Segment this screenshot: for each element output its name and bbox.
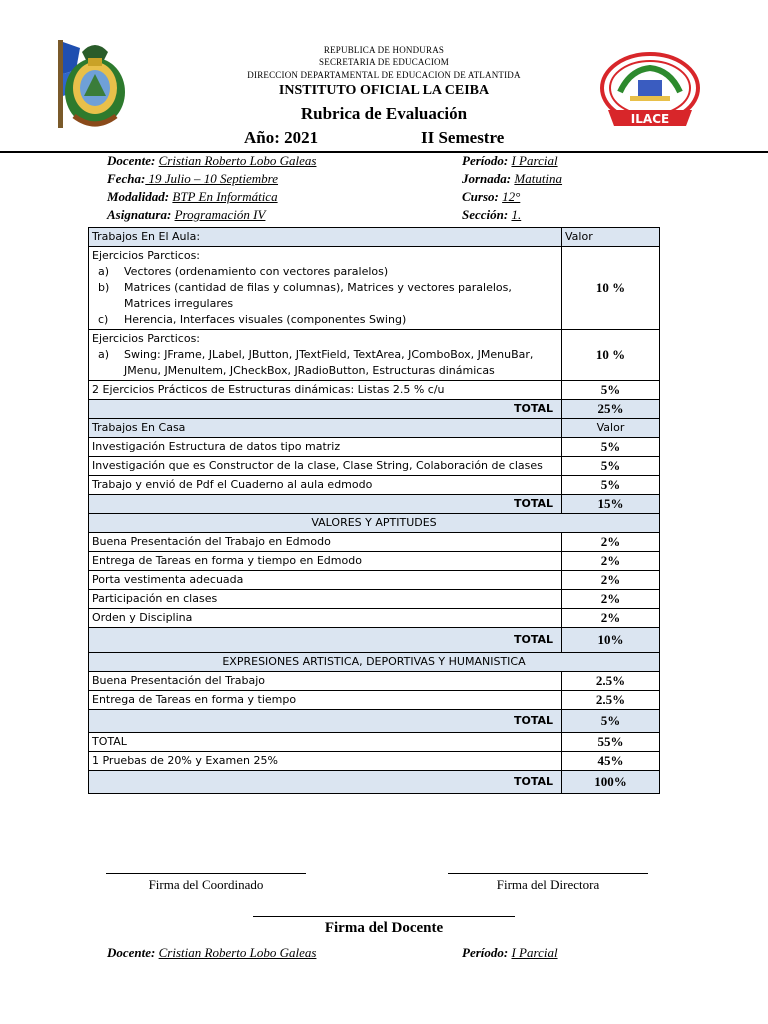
document-title: Rubrica de Evaluación <box>300 104 468 123</box>
table-row: Entrega de Tareas en forma y tiempo 2.5% <box>89 691 660 710</box>
header-line-1: REPUBLICA DE HONDURAS <box>323 45 445 55</box>
table-row: 2 Ejercicios Prácticos de Estructuras dinámicas: Listas 2.5 % c/u 5% <box>89 381 660 400</box>
table-row: Buena Presentación del Trabajo en Edmodo 2% <box>89 533 660 552</box>
total-row: TOTAL 10% <box>89 628 660 653</box>
curso-info: Curso: 12° <box>462 189 521 204</box>
logo-text: ILACE <box>630 112 670 126</box>
coordinator-signature-line <box>106 873 306 874</box>
table-row: Buena Presentación del Trabajo 2.5% <box>89 672 660 691</box>
valores-header-row: VALORES Y APTITUDES <box>89 514 660 533</box>
institute-name: INSTITUTO OFICIAL LA CEIBA <box>278 83 490 98</box>
table-row: Ejercicios Parcticos: a) Vectores (ordenamiento con vectores paralelos) b) Matrices (cantidad de filas y columnas), Matrices y vectores paralelos, Matrices irregulares c) Herencia, Interfaces visuales (componentes Swing) 10 % <box>89 247 660 330</box>
grand-total-row: TOTAL 100% <box>89 771 660 794</box>
seccion-info: Sección: 1. <box>462 207 522 222</box>
total-row: TOTAL 5% <box>89 710 660 733</box>
table-row: Ejercicios Parcticos: a) Swing: JFrame, JLabel, JButton, JTextField, TextArea, JComboBox, JMenuBar, JMenu, JMenuItem, JCheckBox, JRadioButton, Estructuras dinámicas 10 % <box>89 330 660 381</box>
teacher-signature-label: Firma del Docente <box>324 920 444 936</box>
table-row: Porta vestimenta adecuada 2% <box>89 571 660 590</box>
total-row: TOTAL 25% <box>89 400 660 419</box>
table-row: Investigación Estructura de datos tipo matriz 5% <box>89 438 660 457</box>
table-row: Orden y Disciplina 2% <box>89 609 660 628</box>
footer-periodo: Período: I Parcial <box>462 945 558 960</box>
year-label: Año: 2021 <box>244 128 319 147</box>
rubric-table <box>88 227 660 794</box>
header-line-2: SECRETARIA DE EDUCACIOM <box>319 57 449 67</box>
periodo-info: Período: I Parcial <box>462 153 558 168</box>
fecha-info: Fecha: 19 Julio – 10 Septiembre <box>107 171 279 186</box>
header-line-3: DIRECCION DEPARTAMENTAL DE EDUCACION DE ATLANTIDA <box>247 70 521 80</box>
teacher-signature-line <box>253 916 515 917</box>
director-signature-line <box>448 873 648 874</box>
casa-header-row: Trabajos En Casa Valor <box>89 419 660 438</box>
jornada-info: Jornada: Matutina <box>462 171 563 186</box>
footer-docente: Docente: Cristian Roberto Lobo Galeas <box>107 945 317 960</box>
docente-info: Docente: Cristian Roberto Lobo Galeas <box>107 153 317 168</box>
table-row: Trabajo y envió de Pdf el Cuaderno al aula edmodo 5% <box>89 476 660 495</box>
table-row: TOTAL 55% <box>89 733 660 752</box>
expresiones-header-row: EXPRESIONES ARTISTICA, DEPORTIVAS Y HUMANISTICA <box>89 653 660 672</box>
modalidad-info: Modalidad: BTP En Informática <box>107 189 278 204</box>
table-row: Investigación que es Constructor de la clase, Clase String, Colaboración de clases 5% <box>89 457 660 476</box>
aula-header-row: Trabajos En El Aula: Valor <box>89 228 660 247</box>
semester-label: II Semestre <box>421 128 505 147</box>
table-row: Participación en clases 2% <box>89 590 660 609</box>
table-row: 1 Pruebas de 20% y Examen 25% 45% <box>89 752 660 771</box>
coordinator-signature-label: Firma del Coordinado <box>148 877 264 892</box>
director-signature-label: Firma del Directora <box>496 877 600 892</box>
table-row: Entrega de Tareas en forma y tiempo en Edmodo 2% <box>89 552 660 571</box>
total-row: TOTAL 15% <box>89 495 660 514</box>
asignatura-info: Asignatura: Programación IV <box>107 207 266 222</box>
